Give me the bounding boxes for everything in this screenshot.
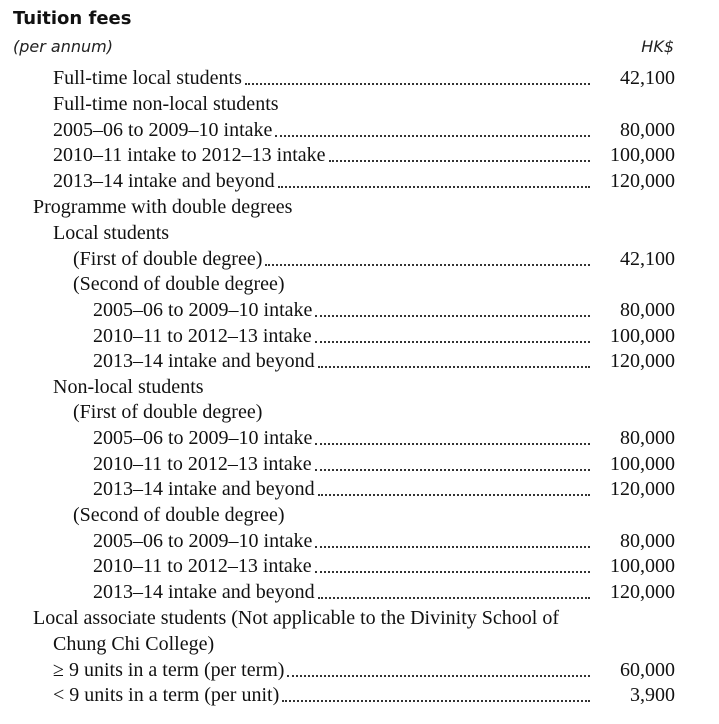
row-label: 2013–14 intake and beyond (93, 478, 315, 500)
row-label: (First of double degree) (73, 248, 263, 270)
leader-dots (278, 186, 590, 188)
section-label: (Second of double degree) (73, 504, 285, 526)
fee-row (93, 349, 675, 373)
currency-header: HK$ (641, 37, 674, 56)
leader-dots (265, 264, 590, 266)
row-amount: 120,000 (610, 170, 675, 192)
section-label: Local associate students (Not applicable to the Divinity School of (33, 607, 559, 629)
section-label: Chung Chi College) (53, 633, 215, 655)
row-amount: 120,000 (610, 350, 675, 372)
row-amount: 80,000 (620, 119, 675, 141)
fee-row (93, 477, 675, 501)
section-label: Local students (53, 222, 170, 244)
row-label: 2005–06 to 2009–10 intake (53, 119, 273, 141)
fee-row (93, 298, 675, 322)
row-amount: 100,000 (610, 325, 675, 347)
fee-row (53, 143, 675, 167)
leader-dots (315, 469, 590, 471)
fee-row (53, 658, 675, 682)
page-title: Tuition fees (13, 8, 132, 29)
leader-dots (315, 571, 590, 573)
row-amount: 100,000 (610, 453, 675, 475)
fee-row (73, 247, 675, 271)
row-amount: 42,100 (620, 248, 675, 270)
row-label: 2013–14 intake and beyond (93, 350, 315, 372)
row-label: 2010–11 to 2012–13 intake (93, 555, 312, 577)
section-label: Full-time non-local students (53, 93, 279, 115)
row-amount: 80,000 (620, 530, 675, 552)
leader-dots (318, 494, 590, 496)
row-amount: 100,000 (610, 555, 675, 577)
row-amount: 60,000 (620, 659, 675, 681)
row-label: 2010–11 intake to 2012–13 intake (53, 144, 326, 166)
leader-dots (245, 83, 590, 85)
leader-dots (275, 135, 590, 137)
fee-row (93, 324, 675, 348)
row-label: 2010–11 to 2012–13 intake (93, 325, 312, 347)
row-amount: 42,100 (620, 67, 675, 89)
leader-dots (315, 443, 590, 445)
fee-row (93, 452, 675, 476)
row-amount: 80,000 (620, 299, 675, 321)
leader-dots (329, 160, 590, 162)
fee-row (53, 169, 675, 193)
fee-row (53, 118, 675, 142)
fee-row (93, 529, 675, 553)
fee-row (53, 683, 675, 707)
fee-row (93, 426, 675, 450)
leader-dots (315, 341, 590, 343)
section-label: (First of double degree) (73, 401, 263, 423)
row-label: 2010–11 to 2012–13 intake (93, 453, 312, 475)
leader-dots (282, 700, 590, 702)
fee-row (93, 554, 675, 578)
row-label: 2005–06 to 2009–10 intake (93, 530, 313, 552)
row-label: ≥ 9 units in a term (per term) (53, 659, 285, 681)
section-label: (Second of double degree) (73, 273, 285, 295)
leader-dots (318, 366, 590, 368)
row-label: 2013–14 intake and beyond (53, 170, 275, 192)
section-label: Programme with double degrees (33, 196, 293, 218)
fee-row (93, 580, 675, 604)
row-label: Full-time local students (53, 67, 242, 89)
leader-dots (318, 597, 590, 599)
row-amount: 80,000 (620, 427, 675, 449)
row-amount: 120,000 (610, 581, 675, 603)
section-label: Non-local students (53, 376, 204, 398)
row-amount: 120,000 (610, 478, 675, 500)
fee-row (53, 66, 675, 90)
leader-dots (315, 546, 590, 548)
leader-dots (315, 315, 590, 317)
subtitle: (per annum) (13, 37, 113, 56)
row-amount: 100,000 (610, 144, 675, 166)
row-label: < 9 units in a term (per unit) (53, 684, 280, 706)
leader-dots (287, 675, 590, 677)
row-label: 2013–14 intake and beyond (93, 581, 315, 603)
row-amount: 3,900 (630, 684, 675, 706)
row-label: 2005–06 to 2009–10 intake (93, 299, 313, 321)
row-label: 2005–06 to 2009–10 intake (93, 427, 313, 449)
